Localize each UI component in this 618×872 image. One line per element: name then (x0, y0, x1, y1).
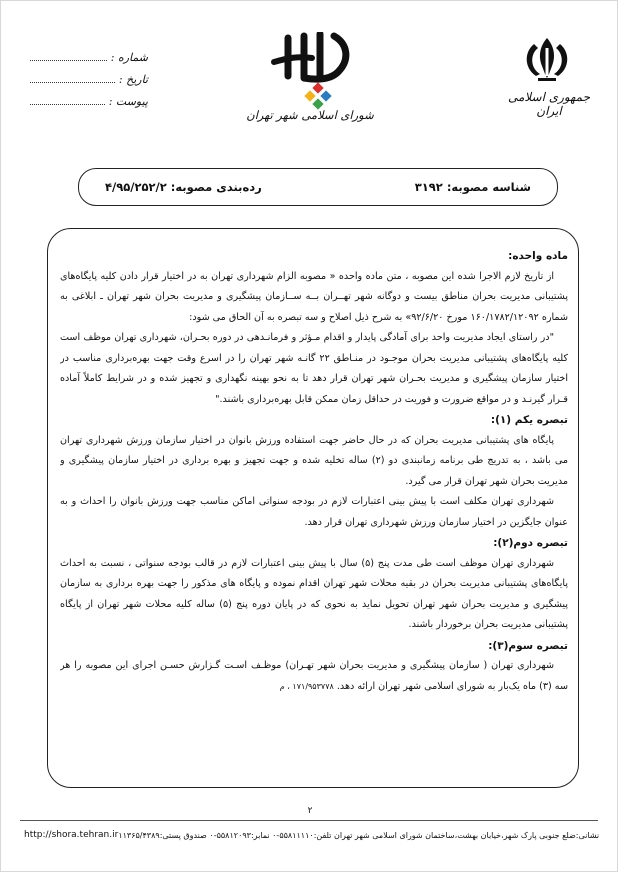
republic-name: جمهوری اسلامی ایران (507, 90, 591, 118)
date-label: تاریخ : (118, 73, 148, 86)
article-heading: ماده واحده: (508, 250, 568, 262)
note2-paragraph-1: شهرداری تهران موظف است طی مدت پنج (۵) سال با پیش بینی اعتبارات لازم در قالب بودجه سنواتی ، نسبت به احداث پایگاه‌های پشتیبانی مدیریت بحران در بقیه محلات شهر تهران اقدام نموده و پایگاه های مذکور را جهت بهره برداری به سازمان پیشگیری و مدیریت بحران شهر تهران تحویل نماید به نحوی که در پایان دوره پنج (۵) ساله کلیه محلات شهر تهران از پایگاه پشتیبانی مدیریت بحران برخوردار باشند. (60, 557, 568, 630)
council-logo-icon (268, 32, 358, 110)
footer-url[interactable]: http://shora.tehran.ir (24, 830, 119, 840)
note3-text: شهرداری تهران ( سازمان پیشگیری و مدیریت بحران شهر تهـران) موظـف اسـت گـزارش حسـن اجرای این مصوبه را هر سه (۳) ماه یک‌بار به شورای اسلامی شهر تهران ارائه دهد. (60, 660, 568, 692)
note1-paragraph-2: شهرداری تهران مکلف است با پیش بینی اعتبارات لازم در بودجه سنواتی اماکن مناسب جهت ورزش بانوان را احداث و به عنوان جایگزین در اختیار سازمان ورزش شهرداری تهران قرار دهد. (60, 496, 568, 528)
iran-emblem-icon (512, 34, 582, 84)
footer-address: نشانی:ضلع جنوبی پارک شهر،خیابان بهشت،ساختمان شورای اسلامی شهر تهران تلفن:۵۵۸۱۱۱۱۰-۰ نمابر:۵۵۸۱۲۰۹۳-۰ صندوق پستی:۱۱۳۶۵/۴۳۸۹ (118, 830, 600, 840)
note2-title: تبصره دوم(۲): (493, 537, 568, 549)
note3-title: تبصره سوم(۳): (488, 639, 568, 652)
number-label: شماره : (110, 51, 148, 64)
note1-title: تبصره یکم (۱): (490, 414, 568, 426)
date-dots (30, 82, 115, 83)
note3-reference: ۱۷۱/۹۵۳۷۷۸ ، م (279, 681, 334, 691)
note1-paragraph-1: پایگاه های پشتیبانی مدیریت بحران که در حال حاضر جهت استفاده ورزش بانوان در اختیار سازمان ورزش شهرداری تهران می باشد ، به تدریج طی برنامه زمانبندی دو (۲) ساله تخلیه شده و جهت تجهیز و بهره برداری در اختیار سازمان پیشگیری و مدیریت بحران شهر تهران قرار می گیرد. (60, 434, 568, 487)
note3-paragraph-1 (60, 656, 568, 697)
footer-divider (20, 820, 598, 821)
page-number: ۲ (307, 806, 313, 816)
resolution-bar (78, 168, 558, 206)
attachment-label: پیوست : (108, 95, 148, 108)
attachment-field (30, 86, 148, 108)
date-field (30, 64, 148, 86)
article-quote: "در راستای ایجاد مدیریت واحد برای آمادگی پایدار و اقدام مـؤثر و فرمانـدهی در دوره بحـران، شهرداری تهران موظف است کلیه پایگاه‌های پشتیبانی مدیریت بحران موجـود در منـاطق ۲۲ گانـه شهر تهران را در اسرع وقت جهت بهره‌برداری مناسب در اختیار سازمان پیشگیری و مدیریت بحـران شهر تهران قرار دهد تا به نحو بهینه نگهداری و تجهیز شده و در شرایط کاملاً آماده قـرار گیرنـد و در مواقع ضرورت و فوریت در حداقل زمان ممکن قابل بهره‌برداری باشند." (60, 332, 568, 405)
number-field (30, 42, 148, 64)
resolution-body (60, 246, 568, 776)
resolution-id: شناسه مصوبه: ۳۱۹۲ (414, 180, 531, 194)
attachment-dots (30, 104, 105, 105)
council-name: شورای اسلامی شهر تهران (246, 108, 374, 122)
footer (24, 830, 600, 840)
number-dots (30, 60, 107, 61)
article-intro: از تاریخ لازم الاجرا شده این مصوبه ، متن ماده واحده « مصوبه الزام شهرداری تهران به در اختیار قرار دادن کلیه پایگاه‌های پشتیبانی مدیریت بحران مناطق بیست و دوگانه شهر تهــران بــه ســازمان پیشگیری و مدیریت بحران شهر تهران ـ ابلاغی به شماره ۱۶۰/۱۷۸۲/۱۲۰۹۲ مورخ ۹۲/۶/۲۰» به شرح ذیل اصلاح و سه تبصره به آن الحاق می شود: (60, 270, 568, 323)
resolution-category: رده‌بندی مصوبه: ۴/۹۵/۲۵۲/۲ (105, 180, 262, 194)
letter-meta (30, 42, 148, 108)
